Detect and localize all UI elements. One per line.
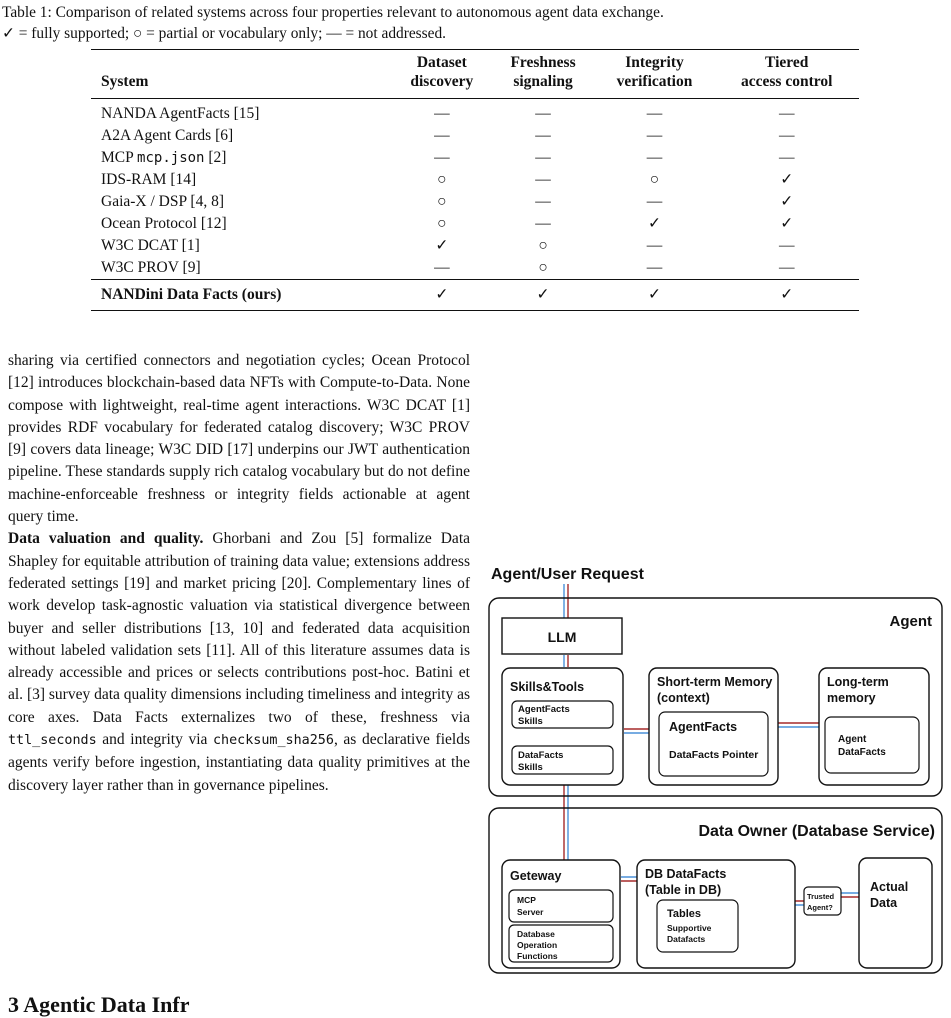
- row-system: Gaia-X / DSP [4, 8]: [101, 193, 224, 210]
- row-system: W3C DCAT [1]: [101, 237, 200, 254]
- cell: ✓: [435, 286, 449, 303]
- svg-text:Datafacts: Datafacts: [667, 934, 706, 944]
- cell: ✓: [780, 171, 794, 188]
- cell: —: [646, 193, 663, 210]
- header-freshness-signaling: Freshness signaling: [510, 54, 576, 90]
- cell: —: [535, 105, 551, 122]
- agent-title: Agent: [889, 613, 932, 630]
- cell: ○: [437, 215, 447, 232]
- comparison-table: [91, 49, 859, 311]
- svg-text:(Table in DB): (Table in DB): [645, 883, 722, 897]
- request-label: Agent/User Request: [491, 566, 644, 583]
- cell: —: [434, 105, 450, 122]
- table-row: [91, 125, 859, 147]
- cell: ✓: [780, 215, 794, 232]
- cell: —: [778, 127, 795, 144]
- cell: —: [646, 105, 663, 122]
- svg-text:AgentFacts: AgentFacts: [518, 704, 570, 715]
- caption-line-1: Table 1: Comparison of related systems across four properties relevant to autonomous agent data exchange.: [2, 4, 664, 21]
- row-system: Ocean Protocol [12]: [101, 215, 227, 232]
- caption-line-2: ✓ = fully supported; ○ = partial or vocabulary only; — = not addressed.: [2, 25, 447, 42]
- table-row: [91, 213, 859, 235]
- cell: —: [434, 149, 450, 166]
- cell: ✓: [647, 215, 661, 232]
- row-system: NANDini Data Facts (ours): [101, 286, 282, 303]
- cell: —: [535, 215, 551, 232]
- svg-text:memory: memory: [827, 691, 876, 705]
- svg-text:Long-term: Long-term: [827, 675, 889, 689]
- svg-text:Geteway: Geteway: [510, 869, 562, 883]
- svg-text:Agent: Agent: [838, 734, 867, 745]
- cell: —: [434, 259, 450, 276]
- svg-text:DB DataFacts: DB DataFacts: [645, 867, 727, 881]
- svg-text:Supportive: Supportive: [667, 923, 712, 933]
- row-system: W3C PROV [9]: [101, 259, 201, 276]
- cell: ○: [437, 171, 447, 188]
- table-row: [91, 257, 859, 280]
- code-checksum: checksum_sha256: [213, 733, 334, 749]
- cell: ✓: [780, 193, 794, 210]
- svg-text:AgentFacts: AgentFacts: [669, 720, 738, 734]
- svg-text:DataFacts Pointer: DataFacts Pointer: [669, 749, 759, 761]
- cell: —: [778, 259, 795, 276]
- actual-data-box: [859, 858, 932, 968]
- header-system: System: [101, 73, 149, 90]
- cell: ✓: [780, 286, 794, 303]
- svg-text:(context): (context): [657, 691, 710, 705]
- table-row: [91, 99, 859, 126]
- svg-text:DataFacts: DataFacts: [838, 747, 886, 758]
- svg-text:DataFacts: DataFacts: [518, 750, 564, 761]
- svg-text:Short-term Memory: Short-term Memory: [657, 675, 773, 689]
- cell: —: [778, 237, 795, 254]
- svg-text:Server: Server: [517, 907, 544, 917]
- cell: —: [646, 237, 663, 254]
- svg-text:Agent?: Agent?: [807, 903, 833, 912]
- svg-text:Trusted: Trusted: [807, 892, 835, 901]
- header-integrity-verification: Integrity verification: [616, 54, 693, 90]
- cell: —: [535, 171, 551, 188]
- cell: ○: [538, 237, 548, 254]
- code-ttl-seconds: ttl_seconds: [8, 733, 97, 749]
- architecture-diagram: [487, 560, 947, 981]
- svg-text:Functions: Functions: [517, 951, 558, 961]
- cell: —: [646, 149, 663, 166]
- cell: —: [778, 105, 795, 122]
- svg-text:Actual: Actual: [870, 880, 909, 894]
- cell: ✓: [435, 237, 449, 254]
- body-column: [8, 350, 470, 797]
- cell: —: [535, 149, 551, 166]
- svg-text:Data: Data: [870, 896, 898, 910]
- svg-text:MCP: MCP: [517, 895, 536, 905]
- header-dataset-discovery: Dataset discovery: [410, 54, 474, 90]
- cell: —: [646, 127, 663, 144]
- svg-text:Database: Database: [517, 929, 555, 939]
- cell: —: [434, 127, 450, 144]
- data-owner-title: Data Owner (Database Service): [698, 823, 935, 840]
- table-row: [91, 235, 859, 257]
- svg-text:Tables: Tables: [667, 908, 702, 920]
- table-row: [91, 147, 859, 169]
- svg-text:Operation: Operation: [517, 940, 558, 950]
- cell: —: [778, 149, 795, 166]
- skills-tools-title: Skills&Tools: [510, 680, 585, 694]
- table-caption: [2, 2, 947, 44]
- svg-text:Skills: Skills: [518, 762, 543, 773]
- paragraph-related-standards: sharing via certified connectors and negotiation cycles; Ocean Protocol [12] introduces blockchain-based data NFTs with Compute-to-Data. None compose with lightweight, real-time agent interactions. W3C DCAT [1] provides RDF vocabulary for federated catalog discovery; W3C PROV [9] covers data lineage; W3C DID [17] underpins our JWT authentication pipeline. These standards supply rich catalog vocabulary but do not define machine-enforceable freshness or integrity fields actionable at agent query time.: [8, 352, 470, 526]
- llm-label: LLM: [547, 629, 577, 645]
- cell: ○: [538, 259, 548, 276]
- cell: —: [535, 127, 551, 144]
- row-system: NANDA AgentFacts [15]: [101, 105, 260, 122]
- paragraph-data-valuation: Data valuation and quality. Ghorbani and Zou [5] formalize Data Shapley for equitable attribution of training data value; extensions address federated settings [19] and market pricing [20]. Complementary lines of work develop task-agnostic valuation via statistical divergence between buyer and seller distributions [13, 10] and federated data acquisition without labeled validation sets [11]. All of this literature assumes data is already accessible and prices or selects contributions post-hoc. Batini et al. [3] survey data quality dimensions including timeliness and integrity as core axes. Data Facts externalizes two of these, freshness via ttl_seconds and integrity via checksum_sha256, as declarative fields agents verify before ingestion, instantiating data quality primitives at the discovery layer rather than in governance pipelines.: [8, 530, 470, 794]
- cell: ○: [437, 193, 447, 210]
- table-header-row: [91, 50, 859, 99]
- cell: ○: [649, 171, 660, 188]
- header-tiered-access-control: Tiered access control: [741, 54, 833, 90]
- row-system: MCP mcp.json [2]: [101, 149, 227, 166]
- table-row: [91, 191, 859, 213]
- cell: ✓: [647, 286, 661, 303]
- svg-text:Skills: Skills: [518, 716, 543, 727]
- row-system: A2A Agent Cards [6]: [101, 127, 234, 144]
- table-row-ours: [91, 280, 859, 311]
- row-system: IDS-RAM [14]: [101, 171, 197, 188]
- ltm-datafacts-box: [825, 717, 919, 773]
- section-heading: 3 Agentic Data Infr: [8, 992, 190, 1017]
- cell: —: [535, 193, 551, 210]
- cell: —: [646, 259, 663, 276]
- cell: ✓: [536, 286, 550, 303]
- table-row: [91, 169, 859, 191]
- paragraph-heading: Data valuation and quality.: [8, 530, 204, 548]
